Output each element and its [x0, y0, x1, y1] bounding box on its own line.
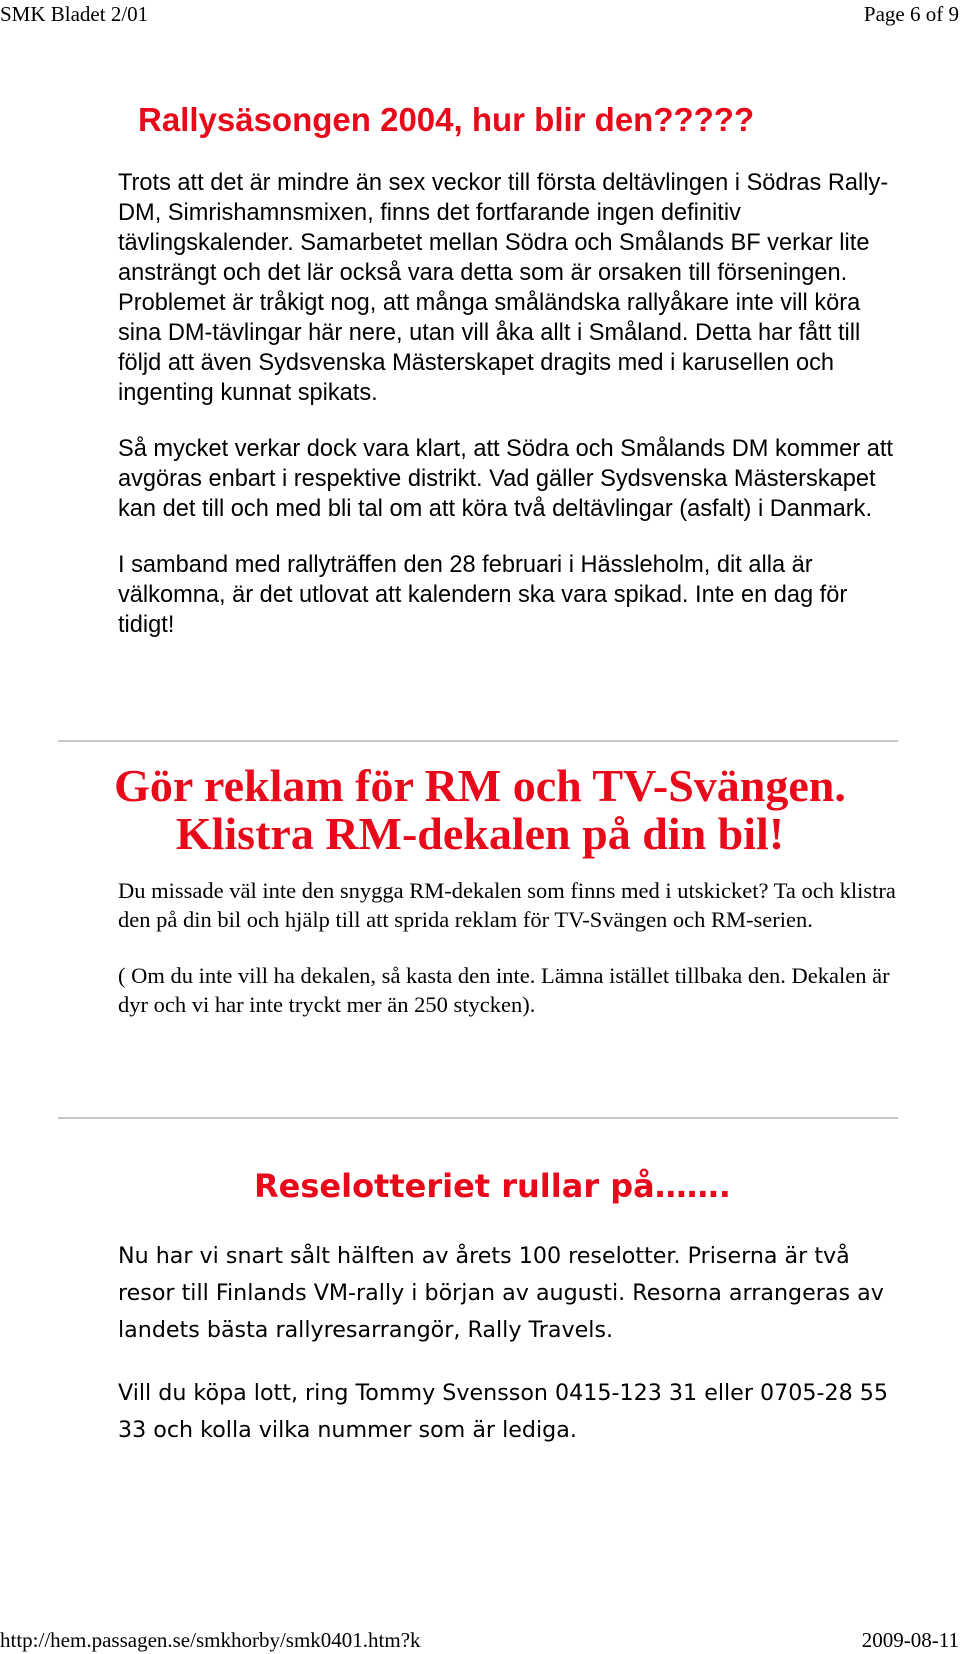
rm-sticker-article: [118, 876, 908, 1046]
rally-season-heading: Rallysäsongen 2004, hur blir den?????: [138, 101, 755, 138]
lottery-paragraph-1: Nu har vi snart sålt hälften av årets 100 reselotter. Priserna är två resor till Finlands VM-rally i början av augusti. Resorna arrangeras av landets bästa rallyresarrangör, Rally Travels.: [118, 1243, 884, 1343]
rally-paragraph-1: Trots att det är mindre än sex veckor till första deltävlingen i Södras Rally-DM, Simrishamnsmixen, finns det fortfarande ingen definitiv tävlingskalender. Samarbetet mellan Södra och Smålands BF verkar lite ansträngt och det lär också vara detta som är orsaken till förseningen. Problemet är tråkigt nog, att många småländska rallyåkare inte vill köra sina DM-tävlingar här nere, utan vill åka allt i Småland. Detta har fått till följd att även Sydsvenska Mästerskapet dragits med i karusellen och ingenting kunnat spikats.: [118, 170, 889, 406]
rm-heading-line-1: Gör reklam för RM och TV-Svängen.: [114, 760, 846, 811]
rm-paragraph-1: Du missade väl inte den snygga RM-dekalen som finns med i utskicket? Ta och klistra den på din bil och hjälp till att sprida reklam för TV-Svängen och RM-serien.: [118, 878, 896, 932]
lottery-paragraph-2: Vill du köpa lott, ring Tommy Svensson 0415-123 31 eller 0705-28 55 33 och kolla vilka nummer som är lediga.: [118, 1380, 888, 1443]
rally-paragraph-2: Så mycket verkar dock vara klart, att Södra och Smålands DM kommer att avgöras enbart i respektive distrikt. Vad gäller Sydsvenska Mästerskapet kan det till och med bli tal om att köra två deltävlingar (asfalt) i Danmark.: [118, 436, 893, 522]
rally-paragraph-3: I samband med rallyträffen den 28 februari i Hässleholm, dit alla är välkomna, är det utlovat att kalendern ska vara spikad. Inte en dag för tidigt!: [118, 552, 848, 638]
page-footer: [0, 1626, 960, 1654]
rm-heading-line-2: Klistra RM-dekalen på din bil!: [175, 808, 785, 859]
page-header: [0, 0, 960, 28]
rm-paragraph-2: ( Om du inte vill ha dekalen, så kasta den inte. Lämna istället tillbaka den. Dekalen är dyr och vi har inte tryckt mer än 250 stycken).: [118, 963, 890, 1017]
rally-season-article: [118, 168, 908, 666]
print-date: 2009-08-11: [861, 1628, 959, 1652]
publication-title: SMK Bladet 2/01: [0, 2, 149, 26]
section-divider-1: [58, 740, 898, 742]
lottery-heading: Reselotteriet rullar på…….: [254, 1167, 731, 1205]
section-divider-2: [58, 1117, 898, 1119]
page-number: Page 6 of 9: [863, 2, 959, 26]
rm-sticker-heading: [0, 762, 960, 858]
source-url: http://hem.passagen.se/smkhorby/smk0401.htm?k: [0, 1628, 421, 1652]
lottery-article: [118, 1238, 908, 1475]
